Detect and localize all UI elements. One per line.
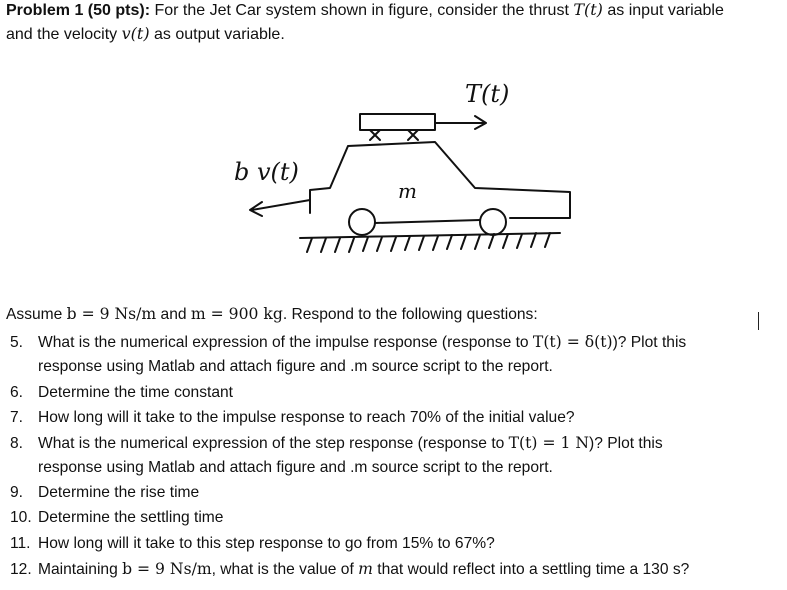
- assume-text-d: . Respond to the following questions:: [282, 306, 538, 323]
- question-10: [10, 508, 223, 528]
- friction-label: b v(t): [234, 158, 299, 186]
- thrust-label: T(t): [465, 80, 510, 108]
- question-math: b = 9 Ns/m: [122, 560, 212, 578]
- question-number: 9.: [10, 484, 24, 501]
- question-12: [10, 559, 689, 580]
- car-underside: [375, 220, 480, 223]
- m-value: m = 900 kg: [190, 305, 283, 323]
- question-text: What is the numerical expression of the step response (response to: [38, 435, 509, 452]
- question-8: [10, 433, 663, 454]
- question-text: What is the numerical expression of the impulse response (response to: [38, 334, 533, 351]
- question-number: 5.: [10, 334, 24, 351]
- intro-text-b: as input variable: [602, 2, 724, 19]
- question-5: [10, 332, 686, 353]
- question-text: Determine the settling time: [38, 509, 224, 526]
- question-text: , what is the value of: [211, 561, 359, 578]
- problem-title-line-2: [6, 24, 285, 45]
- question-math: m: [358, 560, 373, 578]
- text-cursor: [758, 312, 759, 330]
- question-11: [10, 534, 495, 554]
- question-number: 10.: [10, 509, 32, 526]
- question-text: How long will it take to the impulse response to reach 70% of the initial value?: [38, 409, 575, 426]
- question-text: Determine the rise time: [38, 484, 200, 501]
- question-number: 11.: [10, 535, 31, 552]
- question-text: that would reflect into a settling time a 130 s?: [372, 561, 690, 578]
- question-9: [10, 483, 199, 503]
- question-number: 8.: [10, 435, 24, 452]
- question-text: Determine the time constant: [38, 384, 234, 401]
- question-8-continued: response using Matlab and attach figure and .m source script to the report.: [38, 459, 553, 476]
- front-wheel: [349, 209, 375, 235]
- thrust-symbol: T(t): [573, 0, 603, 19]
- friction-arrow: [250, 200, 310, 216]
- question-text: )? Plot this: [589, 435, 663, 452]
- jet-car-figure: [230, 70, 590, 270]
- b-value: b = 9 Ns/m: [66, 305, 157, 323]
- question-text: How long will it take to this step response to go from 15% to 67%?: [38, 535, 495, 552]
- jet-engine-box: [360, 114, 435, 130]
- car-body: [310, 142, 570, 218]
- question-math: T(t) = δ(t): [532, 333, 613, 351]
- intro-text-a: For the Jet Car system shown in figure, consider the thrust: [154, 2, 574, 19]
- question-5-continued: response using Matlab and attach figure and .m source script to the report.: [38, 358, 553, 375]
- assume-text-c: and: [156, 306, 191, 323]
- intro-text-c: and the velocity: [6, 26, 122, 43]
- jet-mount-right: [408, 130, 418, 140]
- velocity-symbol: v(t): [121, 24, 150, 43]
- question-number: 7.: [10, 409, 24, 426]
- question-number: 12.: [10, 561, 32, 578]
- problem-title-line: [6, 0, 724, 21]
- question-number: 6.: [10, 384, 24, 401]
- intro-text-d: as output variable.: [149, 26, 285, 43]
- assume-text-a: Assume: [6, 306, 67, 323]
- problem-heading: Problem 1 (50 pts):: [6, 2, 151, 19]
- rear-wheel: [480, 209, 506, 235]
- thrust-arrow: [435, 116, 486, 129]
- assumption-line: [6, 304, 538, 325]
- question-7: [10, 408, 575, 428]
- question-text: Maintaining: [38, 561, 123, 578]
- mass-label: m: [398, 179, 417, 203]
- question-text: )? Plot this: [612, 334, 687, 351]
- question-6: [10, 383, 233, 403]
- jet-mount-left: [370, 130, 380, 140]
- question-math: T(t) = 1 N: [508, 434, 589, 452]
